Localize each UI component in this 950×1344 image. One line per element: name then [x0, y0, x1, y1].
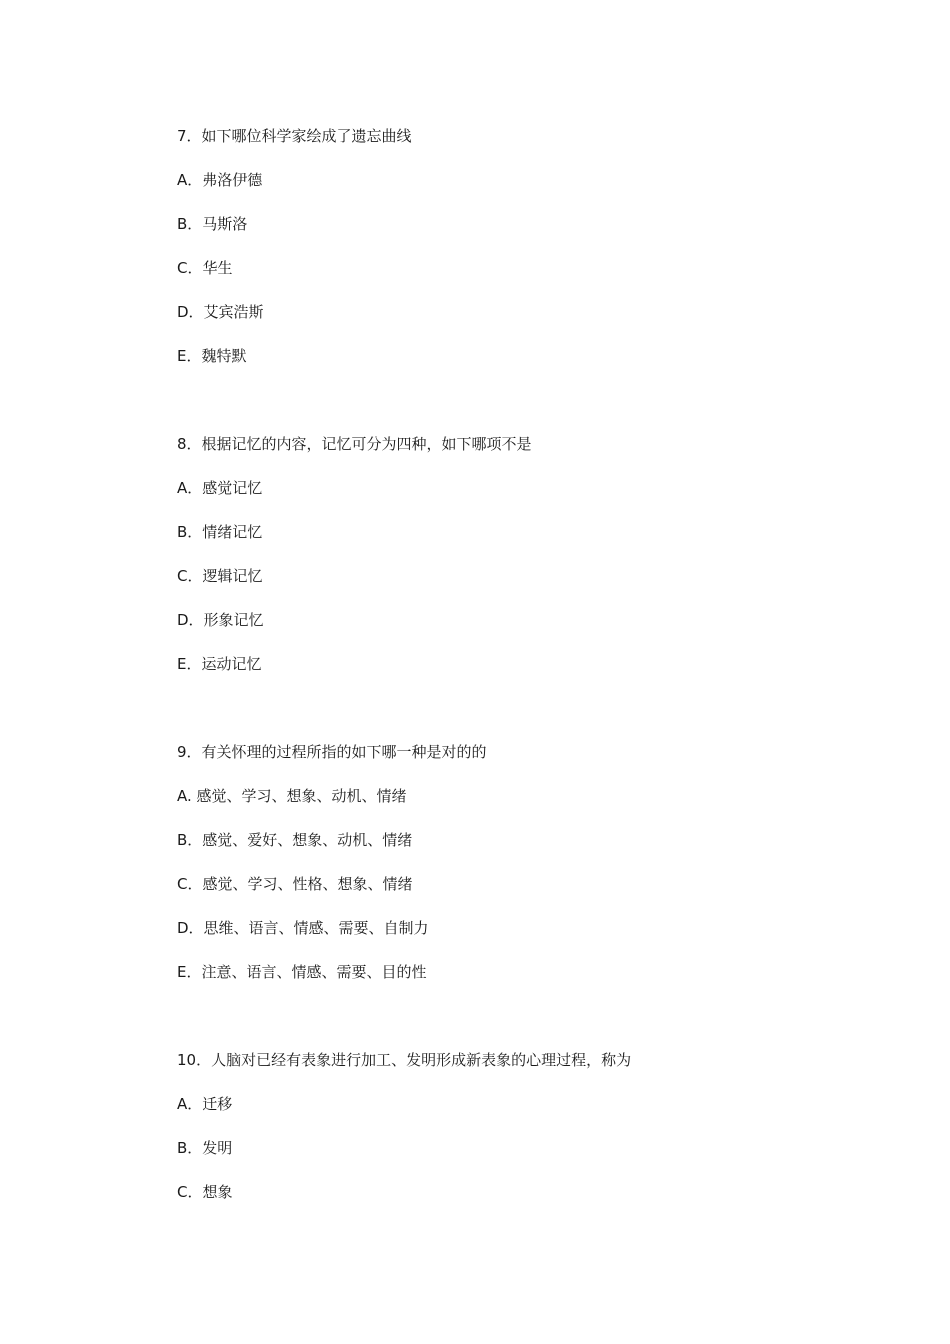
option-e: E．魏特默 [177, 347, 247, 365]
option-b: B．感觉、爱好、想象、动机、情绪 [177, 831, 413, 849]
option-b: B．发明 [177, 1139, 233, 1157]
question-10 [177, 1050, 877, 1202]
question-9 [177, 742, 877, 982]
option-b: B．情绪记忆 [177, 523, 263, 541]
option-c: C．想象 [177, 1183, 233, 1201]
option-b: B．马斯洛 [177, 215, 248, 233]
option-c: C．感觉、学习、性格、想象、情绪 [177, 875, 413, 893]
option-e: E．注意、语言、情感、需要、目的性 [177, 963, 427, 981]
option-a: A．迁移 [177, 1095, 233, 1113]
question-7 [177, 126, 877, 366]
option-d: D．形象记忆 [177, 611, 264, 629]
option-c: C．逻辑记忆 [177, 567, 263, 585]
question-title: 10．人脑对已经有表象进行加工、发明形成新表象的心理过程，称为 [177, 1051, 632, 1069]
question-8 [177, 434, 877, 674]
option-a: A．感觉记忆 [177, 479, 263, 497]
option-d: D．艾宾浩斯 [177, 303, 264, 321]
option-c: C．华生 [177, 259, 233, 277]
option-e: E．运动记忆 [177, 655, 262, 673]
question-title: 7．如下哪位科学家绘成了遗忘曲线 [177, 127, 412, 145]
option-d: D．思维、语言、情感、需要、自制力 [177, 919, 429, 937]
option-a: A. 感觉、学习、想象、动机、情绪 [177, 787, 407, 805]
question-title: 9．有关怀理的过程所指的如下哪一种是对的的 [177, 743, 487, 761]
option-a: A．弗洛伊德 [177, 171, 263, 189]
question-title: 8．根据记忆的内容，记忆可分为四种，如下哪项不是 [177, 435, 532, 453]
